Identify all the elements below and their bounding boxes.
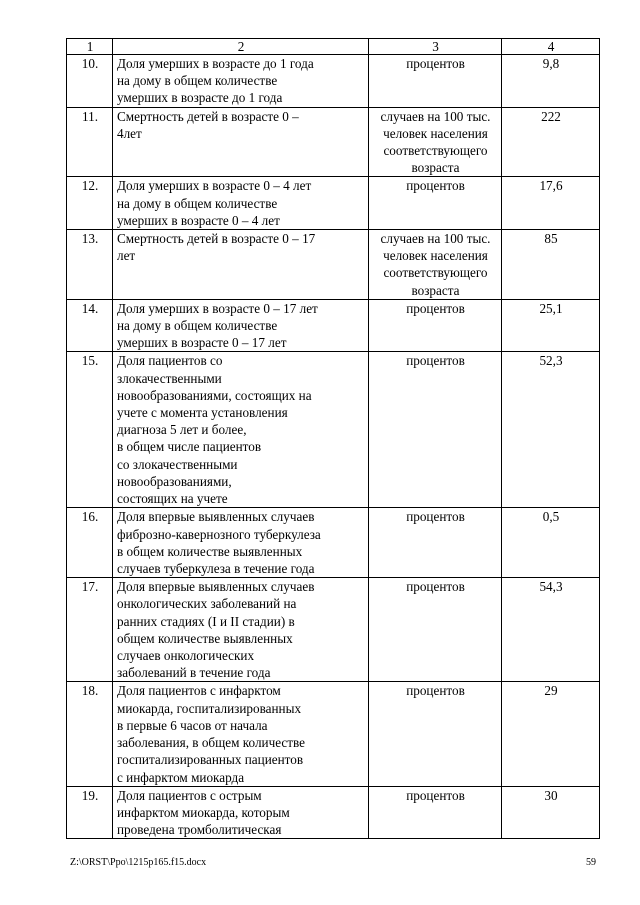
column-header-4: 4	[502, 39, 600, 55]
indicator-name: Смертность детей в возрасте 0 – 4лет	[113, 107, 369, 177]
indicator-name: Доля впервые выявленных случаев фиброзно-кавернозного туберкулеза в общем количестве выявленных случаев туберкулеза в течение года	[113, 508, 369, 578]
row-number: 16.	[67, 508, 113, 578]
indicator-name: Доля пациентов со злокачественными новообразованиями, состоящих на учете с момента установления диагноза 5 лет и более, в общем числе пациентов со злокачественными новообразованиями, состоящих на учете	[113, 352, 369, 508]
row-number: 17.	[67, 578, 113, 682]
indicator-value: 52,3	[502, 352, 600, 508]
row-number: 13.	[67, 230, 113, 300]
table-row	[67, 352, 600, 508]
indicator-name: Доля умерших в возрасте 0 – 4 лет на дому в общем количестве умерших в возрасте 0 – 4 лет	[113, 177, 369, 230]
indicator-value: 9,8	[502, 55, 600, 108]
indicator-value: 0,5	[502, 508, 600, 578]
header-row	[67, 39, 600, 55]
table-row	[67, 230, 600, 300]
indicator-name: Смертность детей в возрасте 0 – 17 лет	[113, 230, 369, 300]
row-number: 11.	[67, 107, 113, 177]
column-header-3: 3	[369, 39, 502, 55]
footer-file-path: Z:\ORST\Ppo\1215p165.f15.docx	[70, 857, 207, 868]
indicator-value: 54,3	[502, 578, 600, 682]
table-row	[67, 177, 600, 230]
indicator-name: Доля пациентов с инфарктом миокарда, госпитализированных в первые 6 часов от начала заболевания, в общем количестве госпитализированных пациентов с инфарктом миокарда	[113, 682, 369, 786]
page-number: 59	[586, 857, 596, 868]
unit-of-measure: процентов	[369, 352, 502, 508]
indicator-value: 17,6	[502, 177, 600, 230]
indicator-value: 222	[502, 107, 600, 177]
row-number: 14.	[67, 299, 113, 352]
row-number: 18.	[67, 682, 113, 786]
unit-of-measure: процентов	[369, 177, 502, 230]
unit-of-measure: процентов	[369, 578, 502, 682]
row-number: 10.	[67, 55, 113, 108]
indicator-value: 30	[502, 786, 600, 839]
table-row	[67, 55, 600, 108]
table-row	[67, 107, 600, 177]
unit-of-measure: случаев на 100 тыс. человек населения соответствующего возраста	[369, 230, 502, 300]
indicator-name: Доля впервые выявленных случаев онкологических заболеваний на ранних стадиях (I и II стадии) в общем количестве выявленных случаев онкологических заболеваний в течение года	[113, 578, 369, 682]
column-header-2: 2	[113, 39, 369, 55]
unit-of-measure: случаев на 100 тыс. человек населения соответствующего возраста	[369, 107, 502, 177]
column-header-1: 1	[67, 39, 113, 55]
unit-of-measure: процентов	[369, 786, 502, 839]
unit-of-measure: процентов	[369, 508, 502, 578]
table-row	[67, 682, 600, 786]
indicators-table	[66, 38, 600, 839]
indicator-value: 29	[502, 682, 600, 786]
indicator-value: 25,1	[502, 299, 600, 352]
table-row	[67, 299, 600, 352]
table-row	[67, 786, 600, 839]
indicator-name: Доля умерших в возрасте до 1 года на дому в общем количестве умерших в возрасте до 1 года	[113, 55, 369, 108]
row-number: 12.	[67, 177, 113, 230]
unit-of-measure: процентов	[369, 55, 502, 108]
table-row	[67, 508, 600, 578]
table-row	[67, 578, 600, 682]
indicator-name: Доля умерших в возрасте 0 – 17 лет на дому в общем количестве умерших в возрасте 0 – 17 лет	[113, 299, 369, 352]
indicator-name: Доля пациентов с острым инфарктом миокарда, которым проведена тромболитическая	[113, 786, 369, 839]
unit-of-measure: процентов	[369, 299, 502, 352]
unit-of-measure: процентов	[369, 682, 502, 786]
row-number: 15.	[67, 352, 113, 508]
row-number: 19.	[67, 786, 113, 839]
indicator-value: 85	[502, 230, 600, 300]
